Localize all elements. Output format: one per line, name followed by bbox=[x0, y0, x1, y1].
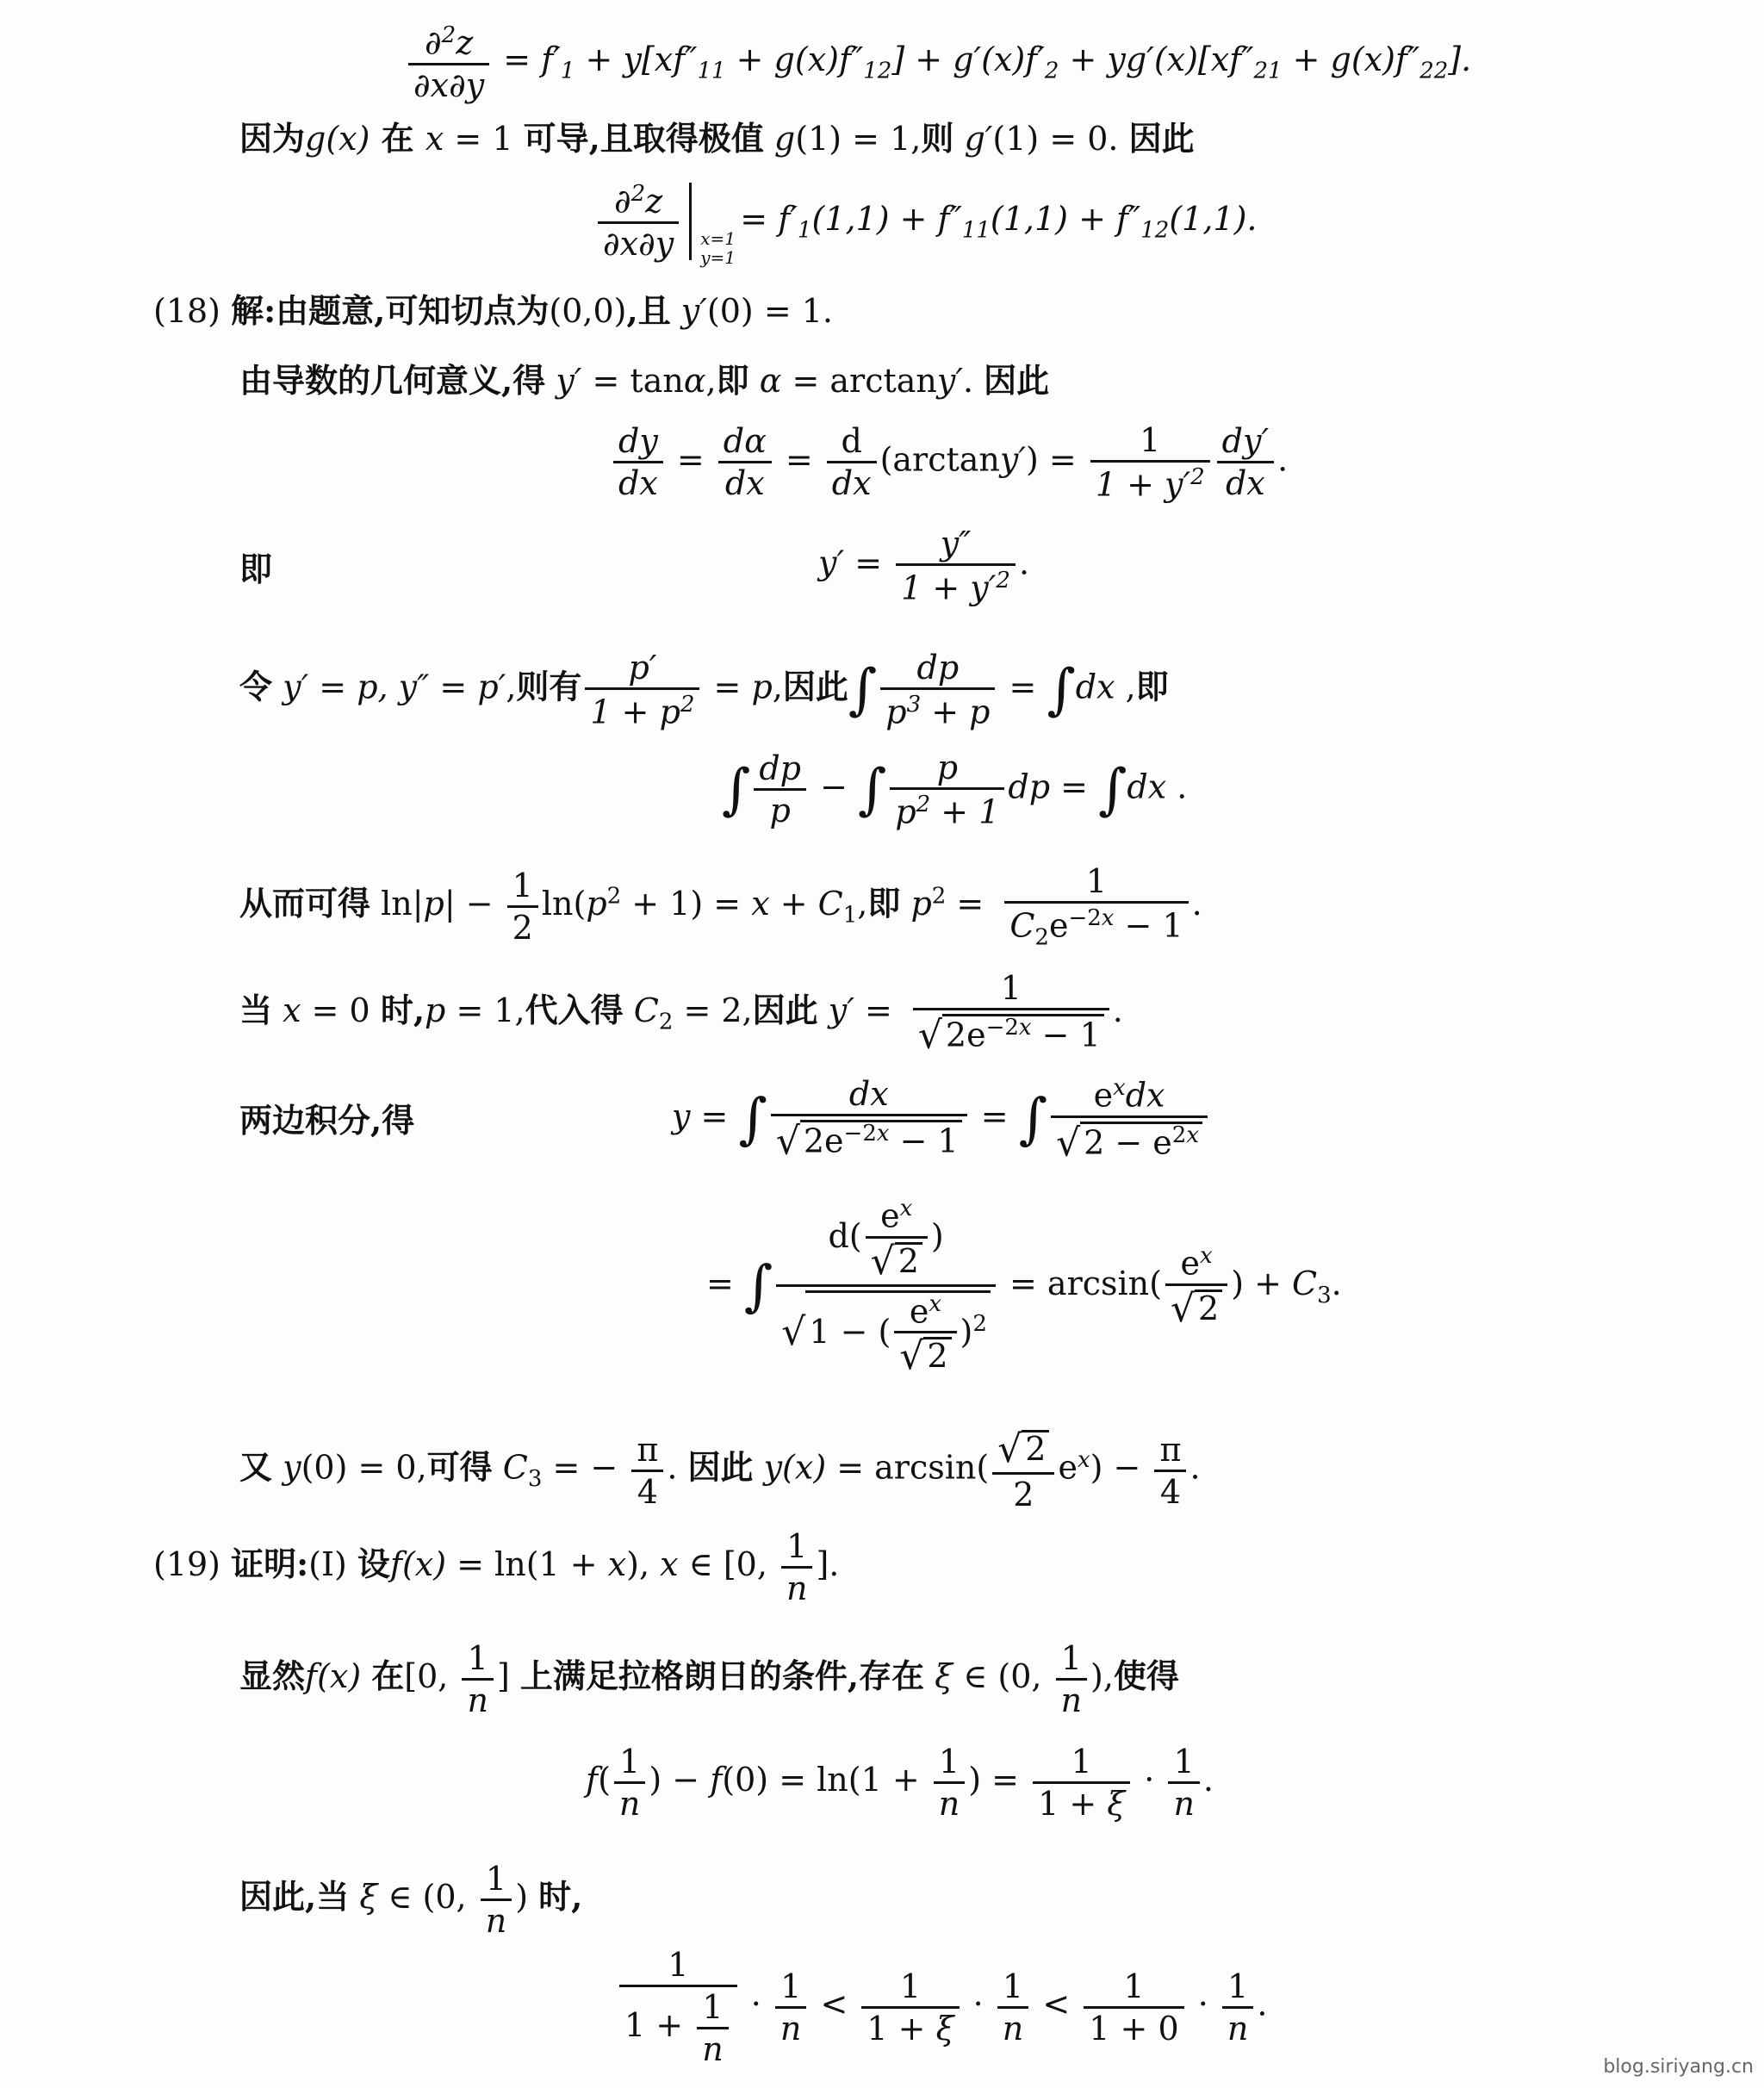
equation-mixed-partial: $\frac{\partial^2z}{\partial x\partial y}$ = $f'_1 + y[xf''_{11} + g(x)f''_{12}] + g'(x)f'_2 + yg'(x)[xf''_{21} + g(x)f''_{22}]$. bbox=[405, 24, 1471, 102]
label-text: 即 bbox=[239, 550, 273, 588]
text-geometric-meaning: 由导数的几何意义,得 y′ = tanα,即 α = arctany′. 因此 bbox=[239, 361, 1050, 400]
equation-partial-fractions: ∫ $\frac{dp}{p}$ − ∫ $\frac{p}{p^2 + 1}$ dp = ∫dx . bbox=[722, 749, 1188, 831]
text-final-solution: 又 y(0) = 0,可得 $C_3$ = − $\frac{\pi}{4}$ . 因此 y(x) = arcsin( $\frac{√ 2}{2}$ $e^x$) − $\frac{\pi}{4}$ . bbox=[239, 1427, 1201, 1513]
equation-mean-value: f( $\frac{1}{n}$ ) − f(0) = ln(1 + $\frac{1}{n}$ ) = $\frac{1}{1 + \xi}$ · $\frac{1}{n}$ . bbox=[586, 1743, 1214, 1823]
text-substitution: 令 y′ = p, y″ = p′,则有 $\frac{p'}{1 + p^2}$ = p,因此∫ $\frac{dp}{p^3 + p}$ = ∫dx ,即 bbox=[239, 649, 1169, 731]
label-ji bbox=[239, 550, 273, 588]
equation-dy-dx: $\frac{dy}{dx}$ = $\frac{d\alpha}{dx}$ = $\frac{d}{dx}$ (arctany′) = $\frac{1}{1 + y'^2}$ $\frac{dy'}{dx}$ . bbox=[610, 424, 1288, 501]
equation-y-prime: y′ = $\frac{y''}{1 + y'^2}$ . bbox=[818, 525, 1030, 607]
text-integration-result: 从而可得 ln|p| − $\frac{1}{2}$ $\ln(p^2 + 1) = x + C_1$,即 $p^2$ = $\frac{1}{C_2e^{-2x} - 1}$ . bbox=[239, 862, 1202, 951]
proof-label: 证明: bbox=[231, 1544, 309, 1583]
problem-19-heading: (19) 证明:(Ⅰ) 设f(x) = ln(1 + x), x ∈ [0, $\frac{1}{n}$ ]. bbox=[153, 1527, 840, 1607]
text-extremum-condition: 因为g(x) 在 x = 1 可导,且取得极值 g(1) = 1,则 g′(1) = 0. 因此 bbox=[239, 119, 1195, 158]
equation-arcsin-substitution: = ∫ d( $\frac{e^x}{√ 2}$ ) √ 1 − ( $\frac{e^x}{√ 2}$ )$^2$ = arcsin( $\frac{e^x}{√ 2}$ ) + $C_3$. bbox=[706, 1196, 1342, 1379]
text-initial-condition: 当 x = 0 时,p = 1,代入得 $C_2 = 2$,因此 y′ = $\frac{1}{√ 2e^{-2x} - 1}$ . bbox=[239, 969, 1123, 1058]
text-when-xi: 因此,当 ξ ∈ (0, $\frac{1}{n}$ ) 时, bbox=[239, 1860, 583, 1940]
label-text: 两边积分,得 bbox=[239, 1101, 415, 1140]
equation-evaluated-partial: $\frac{\partial^2z}{\partial x\partial y}$ x=1 y=1 = $f'_1(1,1) + f''_{11}(1,1) + f''_{12}(1,1)$. bbox=[594, 183, 1258, 260]
equation-y-integral: y = ∫ $\frac{dx}{√ 2e^{-2x} - 1}$ = ∫ $\frac{e^xdx}{√ 2 - e^{2x}}$ bbox=[672, 1077, 1211, 1162]
label-integrate-both-sides bbox=[239, 1101, 415, 1140]
problem-number: (19) bbox=[153, 1545, 221, 1583]
fraction: $\frac{\partial^2z}{\partial x\partial y}$ bbox=[408, 24, 489, 102]
solution-label: 解: bbox=[231, 291, 276, 330]
problem-number: (18) bbox=[153, 292, 221, 330]
watermark: blog.siriyang.cn bbox=[1603, 2056, 1754, 2078]
problem-18-heading: (18) 解:由题意,可知切点为(0,0),且 y′(0) = 1. bbox=[153, 291, 833, 330]
equation-inequality: 1 1 + $\frac{1}{n}$ · $\frac{1}{n}$ < $\frac{1}{1 + \xi}$ · $\frac{1}{n}$ < $\frac{1}{1 + 0}$ · $\frac{1}{n}$ . bbox=[616, 1948, 1267, 2066]
text-lagrange-condition: 显然f(x) 在[0, $\frac{1}{n}$ ] 上满足拉格朗日的条件,存在 ξ ∈ (0, $\frac{1}{n}$ ),使得 bbox=[239, 1639, 1179, 1719]
